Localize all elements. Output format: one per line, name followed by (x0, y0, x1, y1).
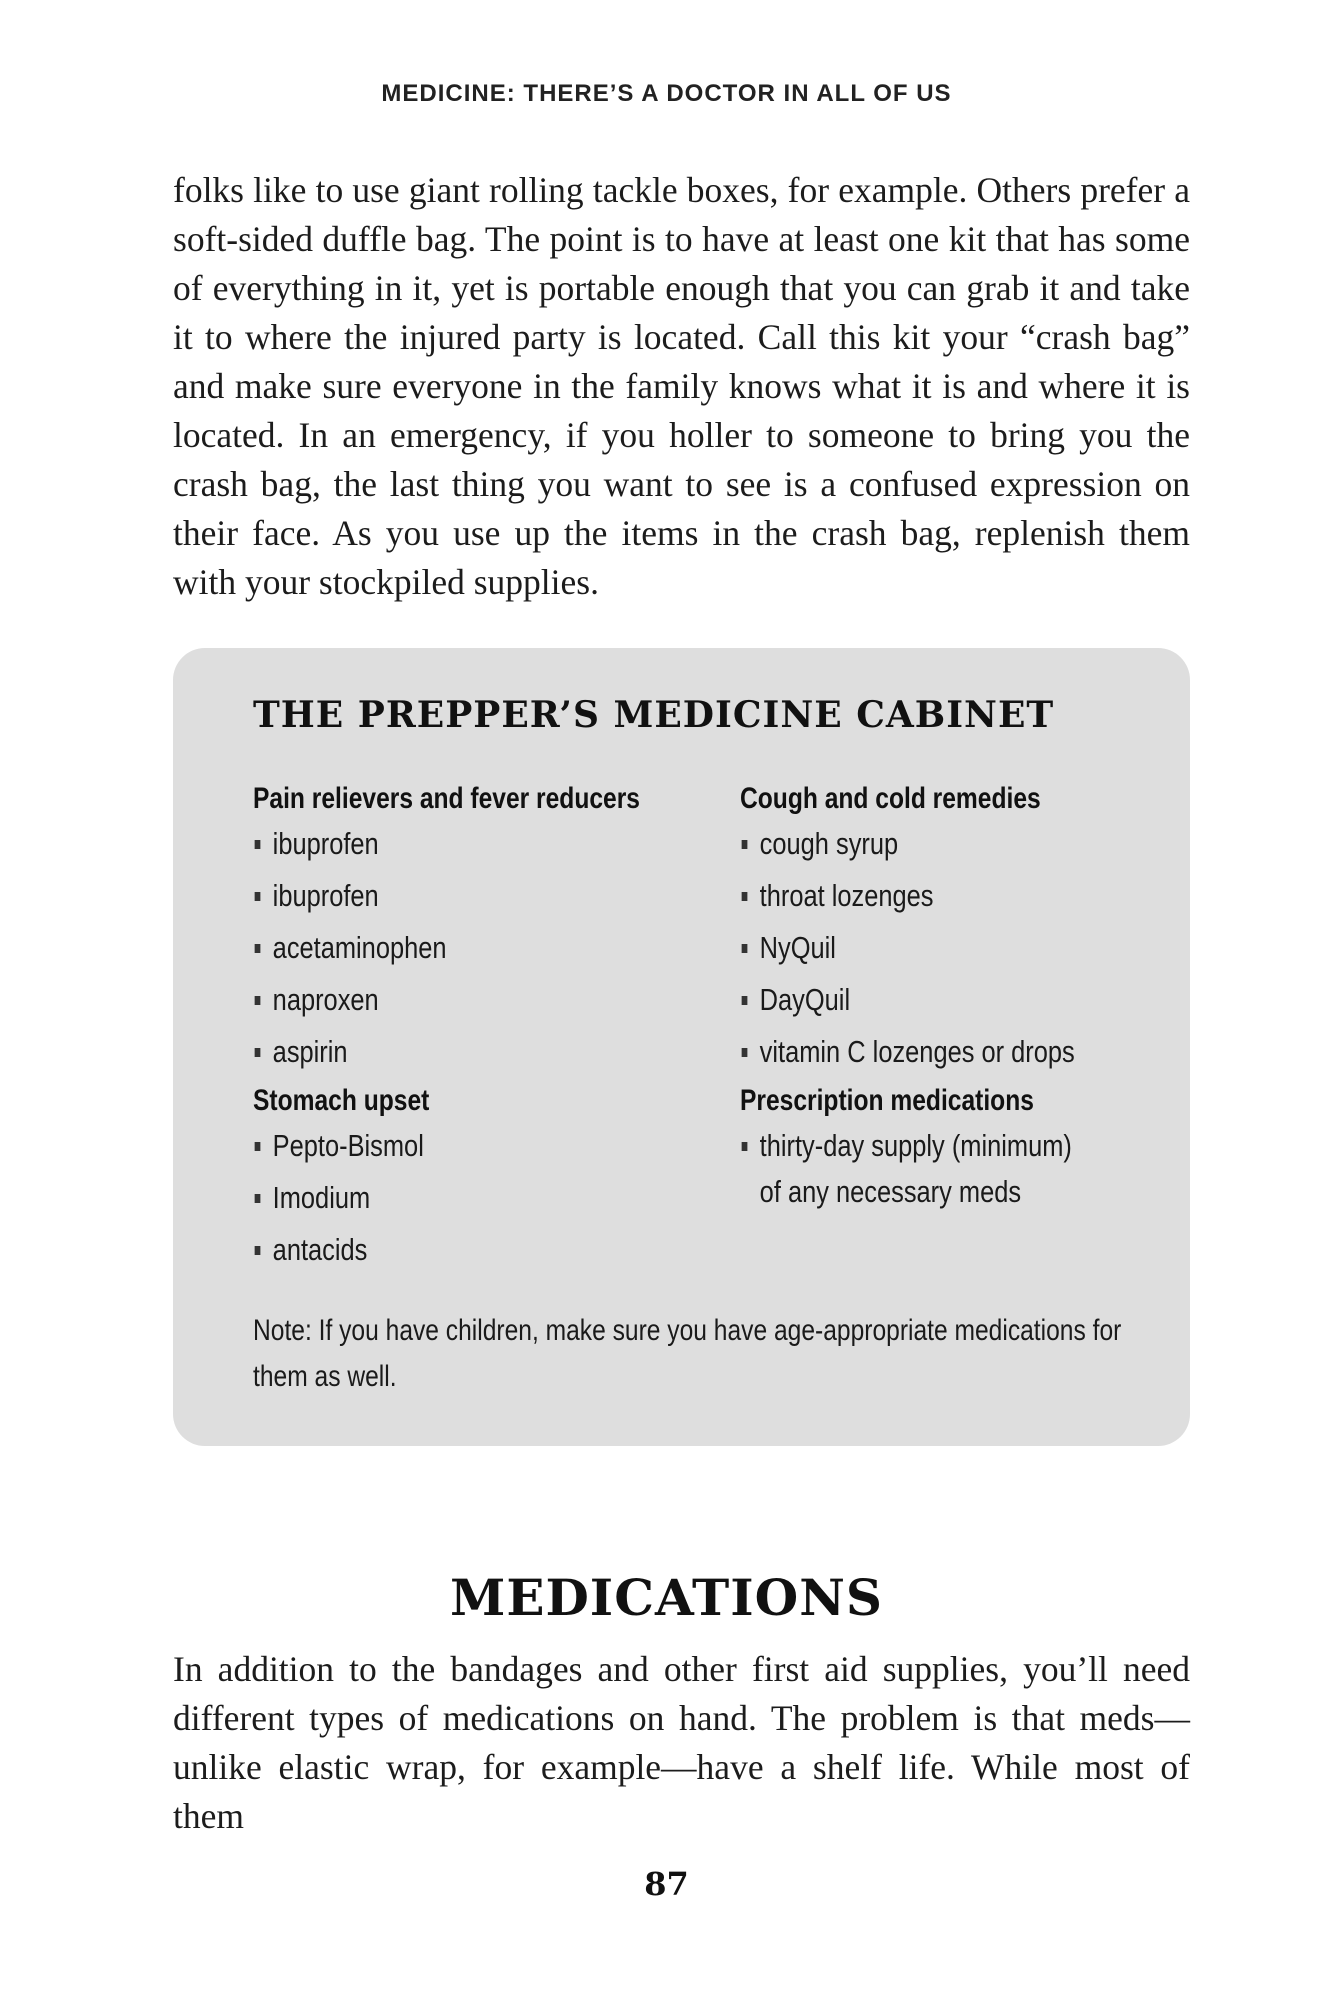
list-item (253, 922, 640, 974)
list-item (253, 870, 640, 922)
cough-cold-list (740, 818, 1075, 1078)
body-paragraph: folks like to use giant rolling tackle boxes, for example. Others prefer a soft-sided duffle bag. The point is to have at least one kit that has some of everything in it, yet is portable enough that you can grab it and take it to where the injured party is located. Call this kit your “crash bag” and make sure everyone in the family knows what it is and where it is located. In an emergency, if you holler to someone to bring you the crash bag, the last thing you want to see is a confused expression on their face. As you use up the items in the crash bag, replenish them with your stockpiled supplies. (173, 170, 1190, 602)
list-item (740, 1120, 1075, 1215)
list-item (253, 818, 640, 870)
list-item-label: vitamin C lozenges or drops (759, 1034, 1075, 1069)
list-item-label: DayQuil (759, 982, 851, 1017)
list-item-label: throat lozenges (759, 878, 934, 913)
prescription-heading: Prescription medications (740, 1084, 1034, 1117)
bullet-icon (255, 1194, 261, 1203)
list-item-label: naproxen (272, 982, 379, 1017)
list-item-label: antacids (272, 1232, 368, 1267)
pain-relievers-heading: Pain relievers and fever reducers (253, 782, 640, 815)
list-item (740, 974, 1075, 1026)
bullet-icon (255, 1048, 261, 1057)
list-item-label-continued: of any necessary meds (759, 1174, 1022, 1209)
list-item (253, 1026, 640, 1078)
bullet-icon (255, 1142, 261, 1151)
body-paragraph: In addition to the bandages and other first aid supplies, you’ll need different types of medications on hand. The problem is that meds—unlike elastic wrap, for example—have a shelf life. While most of them (173, 1649, 1190, 1836)
list-item-label: cough syrup (759, 826, 899, 861)
running-head: MEDICINE: THERE’S A DOCTOR IN ALL OF US (381, 80, 952, 107)
bullet-icon (255, 892, 261, 901)
bullet-icon (742, 840, 748, 849)
bullet-icon (255, 996, 261, 1005)
list-item (253, 1172, 640, 1224)
pain-relievers-list (253, 818, 640, 1078)
sidebar-left-column (253, 780, 640, 1276)
stomach-upset-list (253, 1120, 640, 1276)
list-item (253, 1224, 640, 1276)
list-item-label: NyQuil (759, 930, 836, 965)
stomach-upset-heading: Stomach upset (253, 1084, 430, 1117)
list-item-label: Pepto-Bismol (272, 1128, 424, 1163)
list-item (253, 1120, 640, 1172)
list-item (253, 974, 640, 1026)
sidebar-right-column (740, 780, 1075, 1215)
list-item (740, 1026, 1075, 1078)
prescription-list (740, 1120, 1075, 1215)
bullet-icon (255, 944, 261, 953)
list-item-label: aspirin (272, 1034, 348, 1069)
bullet-icon (742, 1142, 748, 1151)
list-item-label: Imodium (272, 1180, 371, 1215)
page-number: 87 (644, 1865, 689, 1903)
bullet-icon (742, 1048, 748, 1057)
list-item (740, 922, 1075, 974)
list-item-label: ibuprofen (272, 878, 379, 913)
bullet-icon (742, 892, 748, 901)
cough-cold-heading: Cough and cold remedies (740, 782, 1041, 815)
list-item-label: ibuprofen (272, 826, 379, 861)
sidebar-note: Note: If you have children, make sure you have age-appropriate medications for them as well. (253, 1314, 1122, 1393)
sidebar-title: THE PREPPER’S MEDICINE CABINET (253, 694, 1055, 736)
list-item (740, 818, 1075, 870)
list-item-label: thirty-day supply (minimum) (759, 1128, 1072, 1163)
bullet-icon (255, 840, 261, 849)
list-item-label: acetaminophen (272, 930, 447, 965)
section-title: MEDICATIONS (449, 1568, 884, 1627)
medicine-cabinet-sidebar (173, 648, 1190, 1446)
bullet-icon (742, 996, 748, 1005)
bullet-icon (255, 1246, 261, 1255)
bullet-icon (742, 944, 748, 953)
list-item (740, 870, 1075, 922)
